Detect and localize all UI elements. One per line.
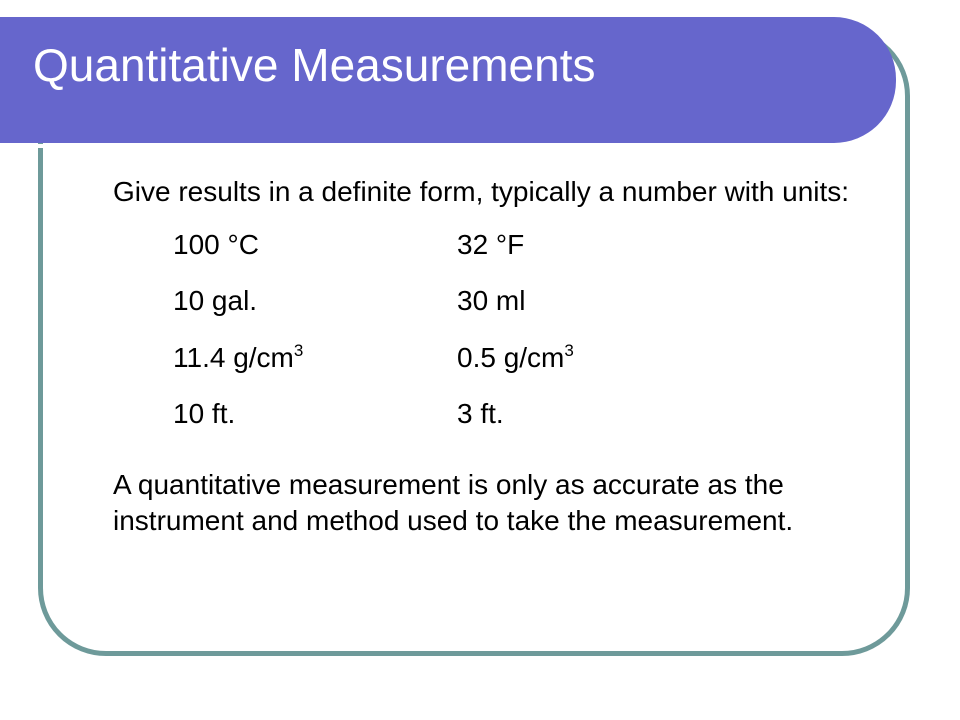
example-row [113, 340, 853, 397]
slide-title: Quantitative Measurements [33, 39, 596, 91]
measurement-examples [113, 227, 853, 453]
example-right-value: 3 ft. [457, 398, 504, 430]
example-row [113, 227, 853, 284]
title-underline [0, 144, 848, 148]
example-left-unit: 11.4 g/cm [173, 341, 294, 373]
example-right-value: 30 ml [457, 285, 526, 317]
example-left-value: 10 ft. [173, 398, 236, 430]
example-right-value [457, 340, 574, 376]
example-right-exponent: 3 [564, 340, 574, 360]
conclusion-paragraph: A quantitative measurement is only as accurate as the instrument and method used to take the measurement. [113, 468, 794, 536]
example-left-exponent: 3 [293, 340, 304, 360]
slide-body [113, 174, 853, 538]
example-row [113, 283, 853, 340]
example-right-unit: 0.5 g/cm [457, 341, 565, 373]
example-row [113, 396, 853, 453]
example-left-value: 100 °C [173, 228, 259, 260]
example-left-value [173, 340, 303, 376]
intro-paragraph: Give results in a definite form, typically a number with units: [113, 176, 850, 207]
example-right-value: 32 °F [457, 228, 525, 260]
example-left-value: 10 gal. [173, 285, 258, 317]
